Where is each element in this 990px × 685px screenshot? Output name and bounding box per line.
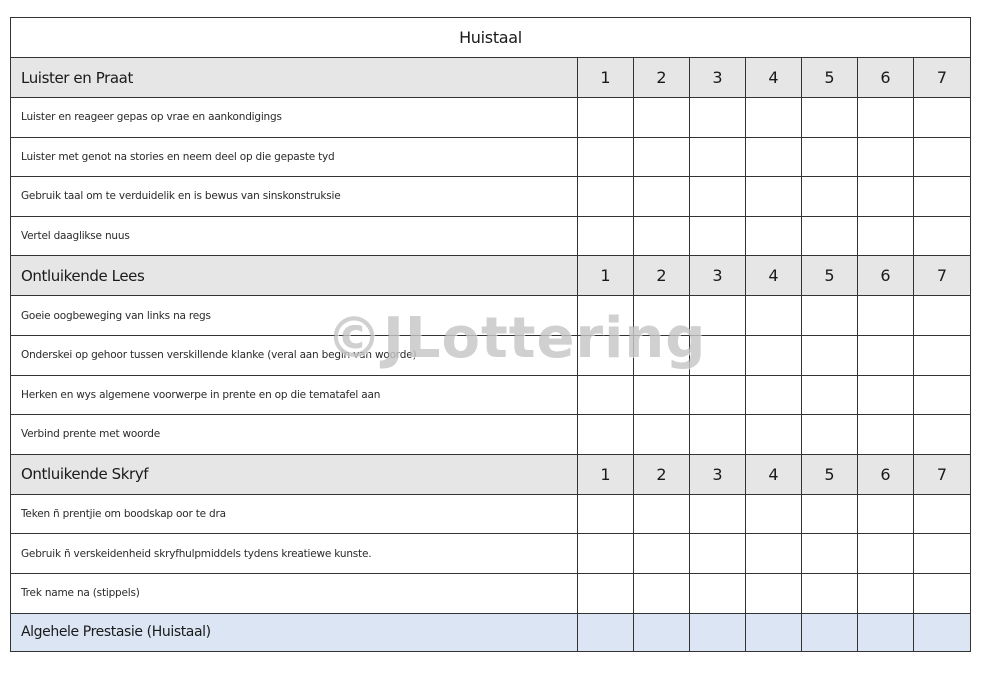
rating-cell[interactable] — [578, 375, 634, 415]
rating-cell[interactable] — [690, 415, 746, 455]
rating-cell[interactable] — [858, 534, 914, 574]
criterion-label: Gebruik ñ verskeidenheid skryfhulpmiddels tydens kreatiewe kunste. — [11, 534, 578, 574]
rating-cell[interactable] — [858, 494, 914, 534]
criterion-label: Trek name na (stippels) — [11, 573, 578, 613]
table-row — [11, 296, 971, 336]
rating-cell[interactable] — [746, 137, 802, 177]
rating-cell[interactable] — [802, 335, 858, 375]
criterion-label: Vertel daaglikse nuus — [11, 216, 578, 256]
criterion-label: Luister met genot na stories en neem deel op die gepaste tyd — [11, 137, 578, 177]
rating-cell[interactable] — [914, 375, 971, 415]
rating-cell[interactable] — [802, 296, 858, 336]
criterion-label: Goeie oogbeweging van links na regs — [11, 296, 578, 336]
overall-rating-cell[interactable] — [746, 613, 802, 651]
table-row — [11, 534, 971, 574]
rating-cell[interactable] — [802, 137, 858, 177]
rating-cell[interactable] — [578, 573, 634, 613]
rating-cell[interactable] — [746, 415, 802, 455]
section-heading: Luister en Praat — [11, 58, 578, 98]
level-column-header: 4 — [746, 58, 802, 98]
rating-cell[interactable] — [690, 573, 746, 613]
rating-cell[interactable] — [634, 98, 690, 138]
rating-cell[interactable] — [858, 296, 914, 336]
level-column-header: 4 — [746, 454, 802, 494]
criterion-label: Teken ñ prentjie om boodskap oor te dra — [11, 494, 578, 534]
rating-cell[interactable] — [746, 177, 802, 217]
criterion-label: Luister en reageer gepas op vrae en aankondigings — [11, 98, 578, 138]
rating-cell[interactable] — [914, 137, 971, 177]
rating-cell[interactable] — [914, 494, 971, 534]
rating-cell[interactable] — [746, 534, 802, 574]
level-column-header: 6 — [858, 256, 914, 296]
rating-cell[interactable] — [858, 98, 914, 138]
rating-cell[interactable] — [690, 216, 746, 256]
assessment-table — [10, 17, 971, 652]
rating-cell[interactable] — [746, 98, 802, 138]
table-row — [11, 216, 971, 256]
table-title: Huistaal — [11, 18, 971, 58]
criterion-label: Verbind prente met woorde — [11, 415, 578, 455]
level-column-header: 2 — [634, 256, 690, 296]
table-row — [11, 177, 971, 217]
title-row — [11, 18, 971, 58]
rating-cell[interactable] — [578, 494, 634, 534]
table-row — [11, 137, 971, 177]
rating-cell[interactable] — [634, 573, 690, 613]
rating-cell[interactable] — [578, 415, 634, 455]
rating-cell[interactable] — [578, 177, 634, 217]
section-header-row — [11, 58, 971, 98]
rating-cell[interactable] — [578, 296, 634, 336]
table-row — [11, 415, 971, 455]
overall-rating-cell[interactable] — [914, 613, 971, 651]
level-column-header: 6 — [858, 58, 914, 98]
level-column-header: 1 — [578, 454, 634, 494]
rating-cell[interactable] — [690, 335, 746, 375]
overall-row — [11, 613, 971, 651]
rating-cell[interactable] — [690, 98, 746, 138]
rating-cell[interactable] — [914, 573, 971, 613]
level-column-header: 6 — [858, 454, 914, 494]
criterion-label: Herken en wys algemene voorwerpe in prente en op die tematafel aan — [11, 375, 578, 415]
table-row — [11, 98, 971, 138]
rating-cell[interactable] — [746, 296, 802, 336]
rating-cell[interactable] — [578, 534, 634, 574]
rating-cell[interactable] — [746, 494, 802, 534]
rating-cell[interactable] — [858, 573, 914, 613]
rating-cell[interactable] — [914, 296, 971, 336]
rating-cell[interactable] — [858, 137, 914, 177]
rating-cell[interactable] — [858, 335, 914, 375]
table-row — [11, 494, 971, 534]
level-column-header: 7 — [914, 454, 971, 494]
rating-cell[interactable] — [690, 375, 746, 415]
rating-cell[interactable] — [578, 98, 634, 138]
rating-cell[interactable] — [802, 216, 858, 256]
rating-cell[interactable] — [858, 375, 914, 415]
level-column-header: 5 — [802, 454, 858, 494]
overall-rating-cell[interactable] — [634, 613, 690, 651]
rating-cell[interactable] — [802, 494, 858, 534]
rating-cell[interactable] — [802, 177, 858, 217]
rating-cell[interactable] — [746, 573, 802, 613]
rating-cell[interactable] — [914, 335, 971, 375]
rating-cell[interactable] — [802, 98, 858, 138]
rating-cell[interactable] — [746, 216, 802, 256]
rating-cell[interactable] — [578, 335, 634, 375]
rating-cell[interactable] — [690, 137, 746, 177]
rating-cell[interactable] — [858, 415, 914, 455]
copyright-watermark: ©JLottering — [326, 306, 707, 371]
criterion-label: Onderskei op gehoor tussen verskillende klanke (veral aan begin van woorde) — [11, 335, 578, 375]
rating-cell[interactable] — [914, 216, 971, 256]
rating-cell[interactable] — [746, 335, 802, 375]
level-column-header: 3 — [690, 58, 746, 98]
level-column-header: 3 — [690, 256, 746, 296]
rating-cell[interactable] — [578, 216, 634, 256]
rating-cell[interactable] — [858, 177, 914, 217]
table-row — [11, 335, 971, 375]
section-header-row — [11, 454, 971, 494]
rating-cell[interactable] — [634, 216, 690, 256]
rating-cell[interactable] — [634, 177, 690, 217]
table-row — [11, 573, 971, 613]
rating-cell[interactable] — [690, 494, 746, 534]
rating-cell[interactable] — [634, 415, 690, 455]
rating-cell[interactable] — [802, 415, 858, 455]
level-column-header: 1 — [578, 58, 634, 98]
level-column-header: 5 — [802, 256, 858, 296]
rating-cell[interactable] — [858, 216, 914, 256]
rating-cell[interactable] — [746, 375, 802, 415]
rating-cell[interactable] — [690, 296, 746, 336]
section-header-row — [11, 256, 971, 296]
rating-cell[interactable] — [914, 415, 971, 455]
rating-cell[interactable] — [802, 534, 858, 574]
level-column-header: 1 — [578, 256, 634, 296]
level-column-header: 5 — [802, 58, 858, 98]
table-row — [11, 375, 971, 415]
overall-label: Algehele Prestasie (Huistaal) — [11, 613, 578, 651]
rating-cell[interactable] — [578, 137, 634, 177]
level-column-header: 4 — [746, 256, 802, 296]
overall-rating-cell[interactable] — [690, 613, 746, 651]
rating-cell[interactable] — [634, 137, 690, 177]
rating-cell[interactable] — [802, 573, 858, 613]
rating-cell[interactable] — [914, 534, 971, 574]
rating-cell[interactable] — [634, 534, 690, 574]
rating-cell[interactable] — [802, 375, 858, 415]
level-column-header: 2 — [634, 58, 690, 98]
overall-rating-cell[interactable] — [578, 613, 634, 651]
level-column-header: 2 — [634, 454, 690, 494]
rating-cell[interactable] — [914, 98, 971, 138]
rating-cell[interactable] — [634, 335, 690, 375]
overall-rating-cell[interactable] — [802, 613, 858, 651]
rating-cell[interactable] — [634, 494, 690, 534]
level-column-header: 7 — [914, 256, 971, 296]
criterion-label: Gebruik taal om te verduidelik en is bewus van sinskonstruksie — [11, 177, 578, 217]
rating-cell[interactable] — [690, 177, 746, 217]
section-heading: Ontluikende Lees — [11, 256, 578, 296]
section-heading: Ontluikende Skryf — [11, 454, 578, 494]
overall-rating-cell[interactable] — [858, 613, 914, 651]
rating-cell[interactable] — [634, 296, 690, 336]
rating-cell[interactable] — [914, 177, 971, 217]
rating-cell[interactable] — [690, 534, 746, 574]
rating-cell[interactable] — [634, 375, 690, 415]
level-column-header: 3 — [690, 454, 746, 494]
level-column-header: 7 — [914, 58, 971, 98]
